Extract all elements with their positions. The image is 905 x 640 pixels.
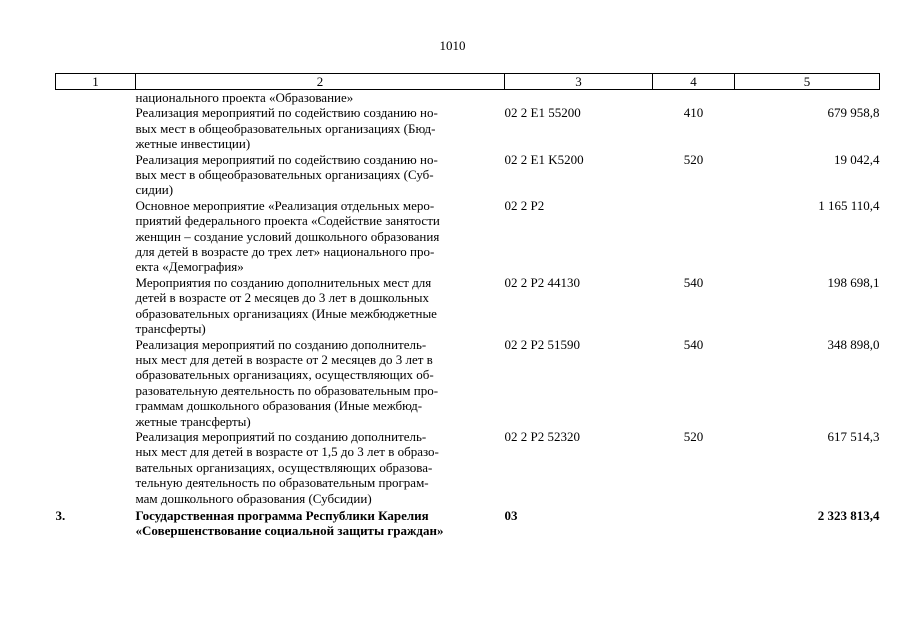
amount: 348 898,0 xyxy=(827,336,880,352)
description-line: для детей в возрасте до трех лет» национального про- xyxy=(135,244,435,260)
row-number xyxy=(56,198,136,275)
table-row xyxy=(56,90,880,106)
description-line: Государственная программа Республики Карелия xyxy=(135,507,429,523)
row-number xyxy=(56,90,136,106)
description-line: вых мест в общеобразовательных организациях (Суб- xyxy=(135,167,434,183)
description-line: Реализация мероприятий по содействию созданию но- xyxy=(135,151,438,167)
column-header-1: 1 xyxy=(56,74,136,90)
target-article-code: 03 xyxy=(504,507,518,523)
row-description xyxy=(136,506,505,539)
description-line: жетные трансферты) xyxy=(135,413,251,429)
expense-type-code: 540 xyxy=(683,274,704,290)
description-line: трансферты) xyxy=(135,321,206,337)
description-line: Реализация мероприятий по созданию дополнитель- xyxy=(135,428,427,444)
description-line: детей в возрасте от 2 месяцев до 3 лет в дошкольных xyxy=(135,290,429,306)
description-line: вых мест в общеобразовательных организациях (Бюд- xyxy=(135,120,436,136)
description-line: ных мест для детей в возрасте от 1,5 до 3 лет в образо- xyxy=(135,444,439,460)
description-line: Реализация мероприятий по содействию созданию но- xyxy=(135,105,438,121)
table-row xyxy=(56,429,880,506)
target-article-code: 02 2 P2 xyxy=(504,197,545,213)
description-line: жетные инвестиции) xyxy=(135,136,251,152)
description-line: «Совершенствование социальной защиты граждан» xyxy=(135,523,444,539)
amount xyxy=(735,90,880,106)
description-line: вательных организациях, осуществляющих образова- xyxy=(135,459,433,475)
target-article-code: 02 2 E1 55200 xyxy=(504,105,581,121)
description-line: ных мест для детей в возрасте от 2 месяцев до 3 лет в xyxy=(135,351,433,367)
description-line: Основное мероприятие «Реализация отдельных меро- xyxy=(135,197,435,213)
column-header-4: 4 xyxy=(653,74,735,90)
row-description xyxy=(136,90,505,106)
amount: 198 698,1 xyxy=(827,274,880,290)
description-line: граммам дошкольного образования (Иные межбюд- xyxy=(135,398,423,414)
amount: 679 958,8 xyxy=(827,105,880,121)
row-description xyxy=(136,152,505,198)
description-line: разовательную деятельность по образовательным про- xyxy=(135,382,439,398)
target-article-code: 02 2 P2 44130 xyxy=(504,274,580,290)
description-line: сидии) xyxy=(135,182,174,198)
table-row xyxy=(56,337,880,429)
description-line: женщин – создание условий дошкольного образования xyxy=(135,228,440,244)
description-line: мам дошкольного образования (Субсидии) xyxy=(135,490,372,506)
expense-type-code xyxy=(653,198,735,275)
expense-type-code xyxy=(653,90,735,106)
expense-type-code: 540 xyxy=(683,336,704,352)
row-number xyxy=(56,429,136,506)
row-number xyxy=(56,275,136,337)
target-article-code: 02 2 P2 51590 xyxy=(504,336,580,352)
table-row xyxy=(56,105,880,151)
expense-type-code: 520 xyxy=(683,428,704,444)
budget-table xyxy=(55,73,880,539)
description-line: образовательных организациях (Иные межбюджетные xyxy=(135,305,437,321)
row-description xyxy=(136,105,505,151)
row-number xyxy=(56,152,136,198)
description-line: Реализация мероприятий по созданию дополнитель- xyxy=(135,336,427,352)
row-description xyxy=(136,198,505,275)
table-row xyxy=(56,275,880,337)
table-row xyxy=(56,152,880,198)
description-line: приятий федерального проекта «Содействие занятости xyxy=(135,213,440,229)
expense-type-code: 520 xyxy=(683,151,704,167)
description-line: Мероприятия по созданию дополнительных мест для xyxy=(135,274,432,290)
expense-type-code xyxy=(653,506,735,539)
page-number: 1010 xyxy=(439,38,466,53)
description-line: тельную деятельность по образовательным програм- xyxy=(135,475,429,491)
amount: 2 323 813,4 xyxy=(817,507,880,523)
row-description xyxy=(136,337,505,429)
amount: 1 165 110,4 xyxy=(818,197,880,213)
expense-type-code: 410 xyxy=(683,105,704,121)
row-number: 3. xyxy=(55,507,66,523)
target-article-code: 02 2 P2 52320 xyxy=(504,428,580,444)
amount: 19 042,4 xyxy=(834,151,880,167)
program-total-row xyxy=(56,506,880,539)
amount: 617 514,3 xyxy=(827,428,880,444)
row-description xyxy=(136,429,505,506)
description-line: национального проекта «Образование» xyxy=(135,90,354,105)
table-row xyxy=(56,198,880,275)
description-line: образовательных организациях, осуществляющих об- xyxy=(135,367,434,383)
column-header-5: 5 xyxy=(735,74,880,90)
target-article-code xyxy=(505,90,653,106)
description-line: екта «Демография» xyxy=(135,259,244,275)
row-number xyxy=(56,337,136,429)
header-row xyxy=(56,74,880,90)
column-header-3: 3 xyxy=(505,74,653,90)
row-description xyxy=(136,275,505,337)
target-article-code: 02 2 E1 K5200 xyxy=(504,151,584,167)
table-header xyxy=(56,74,880,90)
table-body xyxy=(56,90,880,539)
row-number xyxy=(56,105,136,151)
column-header-2: 2 xyxy=(136,74,505,90)
